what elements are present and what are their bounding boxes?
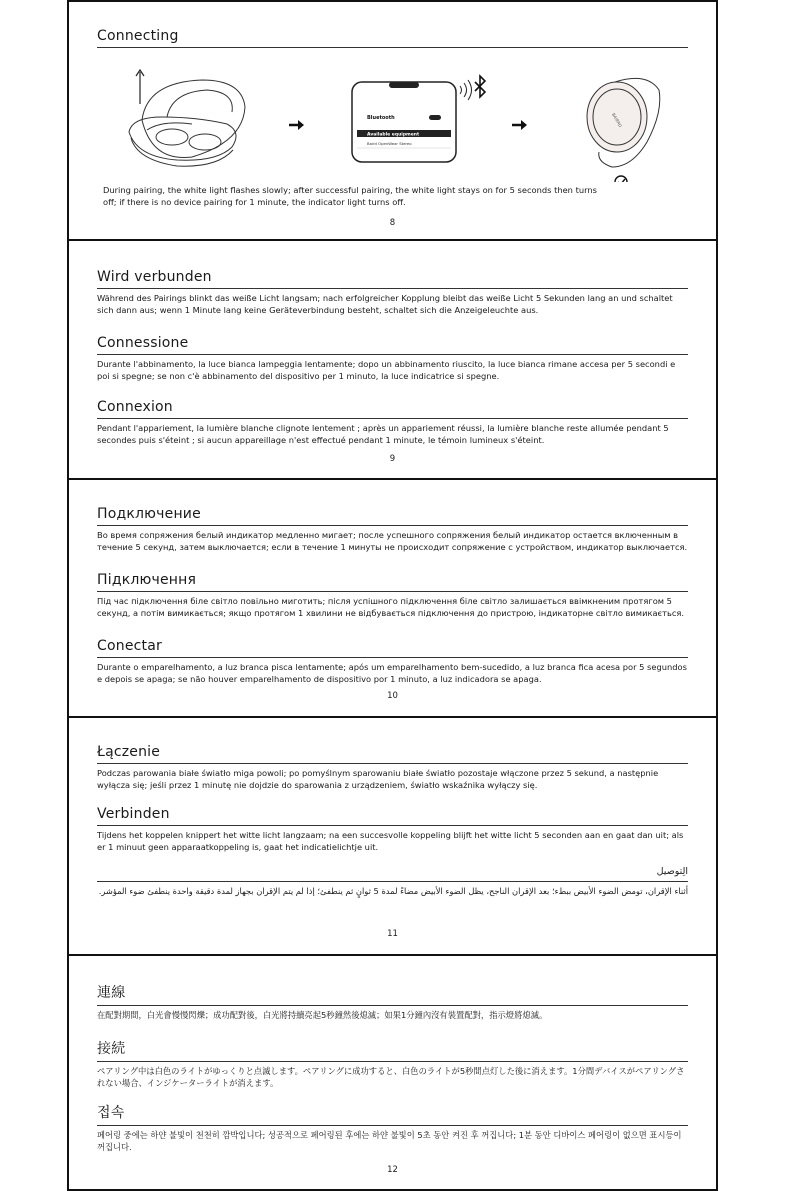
- page-12: [67, 954, 718, 1191]
- page-10: [67, 478, 718, 716]
- page-8-title: Connecting: [97, 28, 688, 48]
- arabic-title: الِتوصيل: [97, 866, 688, 882]
- page-8-text: During pairing, the white light flashes slowly; after successful pairing, the white light stays on for 5 seconds then turns off; if there is no device pairing for 1 minute, the indicator light turns off.: [103, 185, 597, 208]
- section-text: 在配對期間，白光會慢慢閃爍；成功配對後，白光將持續亮起5秒鐘然後熄滅；如果1分鐘內沒有裝置配對，指示燈將熄滅。: [97, 1010, 548, 1020]
- section-text: Во время сопряжения белый индикатор медленно мигает; после успешного сопряжения белый индикатор остается включенным в течение 5 секунд, затем выключается; если в течение 1 минуты не происходит сопряжение с устройством, индикатор выключается.: [97, 530, 688, 553]
- section-title: Connexion: [97, 399, 688, 419]
- section-title: Conectar: [97, 638, 688, 658]
- lift-arrow-icon: [136, 70, 144, 104]
- section-title: Wird verbunden: [97, 269, 688, 289]
- earbud-icon: [587, 78, 660, 167]
- section-title: 連線: [97, 982, 688, 1006]
- page-number: 12: [387, 1165, 398, 1175]
- page-number: 11: [387, 929, 398, 939]
- phone-available-label: Available equipment: [367, 132, 420, 138]
- page-8: [67, 0, 718, 239]
- section-title: Verbinden: [97, 806, 688, 826]
- section-title: 接続: [97, 1038, 688, 1062]
- section-text: Podczas parowania białe światło miga powoli; po pomyślnym sparowaniu białe światło pozostaje włączone przez 5 sekund, a następnie wyłącza się; jeśli przez 1 minutę nie dojdzie do sparowania z urządzeniem, światło wskaźnika wyłączy się.: [97, 768, 659, 791]
- pairing-illustration: [67, 62, 718, 182]
- arrow-right-icon-2: [512, 120, 527, 130]
- phone-bluetooth-label: Bluetooth: [367, 115, 395, 121]
- page-number: 8: [389, 218, 396, 228]
- section-text: Pendant l'appariement, la lumière blanche clignote lentement ; après un appariement réussi, la lumière blanche reste allumée pendant 5 secondes puis s'éteint ; si aucun appareillage n'est effectué pendant 1 minute, le témoin lumineux s'éteint.: [97, 423, 669, 446]
- section-text: Durante o emparelhamento, a luz branca pisca lentamente; após um emparelhamento bem-sucedido, a luz branca fica acesa por 5 segundos e depois se apaga; se não houver emparelhamento de dispositivo por 1 minuto, a luz indicadora se apaga.: [97, 662, 687, 685]
- section-title: Підключення: [97, 572, 688, 592]
- charging-case-icon: [129, 80, 245, 166]
- page-9: [67, 239, 718, 478]
- page-11: [67, 716, 718, 954]
- check-circle-icon: [615, 176, 627, 182]
- earbud-brand-label: BAIRRD: [611, 112, 624, 128]
- page-number: 10: [387, 691, 398, 701]
- phone-icon: [352, 82, 456, 162]
- phone-device-label: Baird OpenWear Stereo: [367, 141, 412, 146]
- section-title: Łączenie: [97, 744, 688, 764]
- section-text: Durante l'abbinamento, la luce bianca lampeggia lentamente; dopo un abbinamento riuscito, la luce bianca rimane accesa per 5 secondi e poi si spegne; se non c'è abbinamento del dispositivo per 1 minuto, la luce indicatrice si spegne.: [97, 359, 676, 382]
- section-text: ペアリング中は白色のライトがゆっくりと点滅します。ペアリングに成功すると、白色のライトが5秒間点灯した後に消えます。1分間デバイスがペアリングされない場合、インジケーターライトが消えます。: [97, 1066, 685, 1089]
- section-title: Подключение: [97, 506, 688, 526]
- section-text: Tijdens het koppelen knippert het witte licht langzaam; na een succesvolle koppeling blijft het witte licht 5 seconden aan en gaat dan uit; als er 1 minuut geen apparaatkoppeling is, gaat het indicatielichtje uit.: [97, 830, 684, 853]
- arrow-right-icon: [289, 120, 304, 130]
- section-text: Während des Pairings blinkt das weiße Licht langsam; nach erfolgreicher Kopplung bleibt das weiße Licht 5 Sekunden lang an und schaltet sich dann aus; wenn 1 Minute lang keine Geräteverbindung besteht, schaltet sich die Anzeigeleuchte aus.: [97, 293, 673, 316]
- signal-waves-icon: [460, 80, 472, 100]
- section-title: Connessione: [97, 335, 688, 355]
- arabic-text: أثناء الإقران، تومض الضوء الأبيض ببطء؛ بعد الإقران الناجح، يظل الضوء الأبيض مضاءً لمدة 5 ثوانٍ ثم ينطفئ؛ إذا لم يتم الإقران بجهاز لمدة دقيقة واحدة ينطفئ ضوء المؤشر.: [98, 886, 688, 896]
- section-title: 접속: [97, 1102, 688, 1126]
- section-text: 페어링 중에는 하얀 불빛이 천천히 깜박입니다; 성공적으로 페어링된 후에는 하얀 불빛이 5초 동안 켜진 후 꺼집니다; 1분 동안 디바이스 페어링이 없으면 표시등이 꺼집니다.: [97, 1130, 682, 1153]
- section-text: Під час підключення біле світло повільно миготить; після успішного підключення біле світло залишається ввімкненим протягом 5 секунд, а потім вимикається; якщо протягом 1 хвилини не відбувається підключення до пристрою, індикаторне світло вимикається.: [97, 596, 685, 619]
- bluetooth-icon: [475, 76, 485, 97]
- page-number: 9: [389, 454, 396, 464]
